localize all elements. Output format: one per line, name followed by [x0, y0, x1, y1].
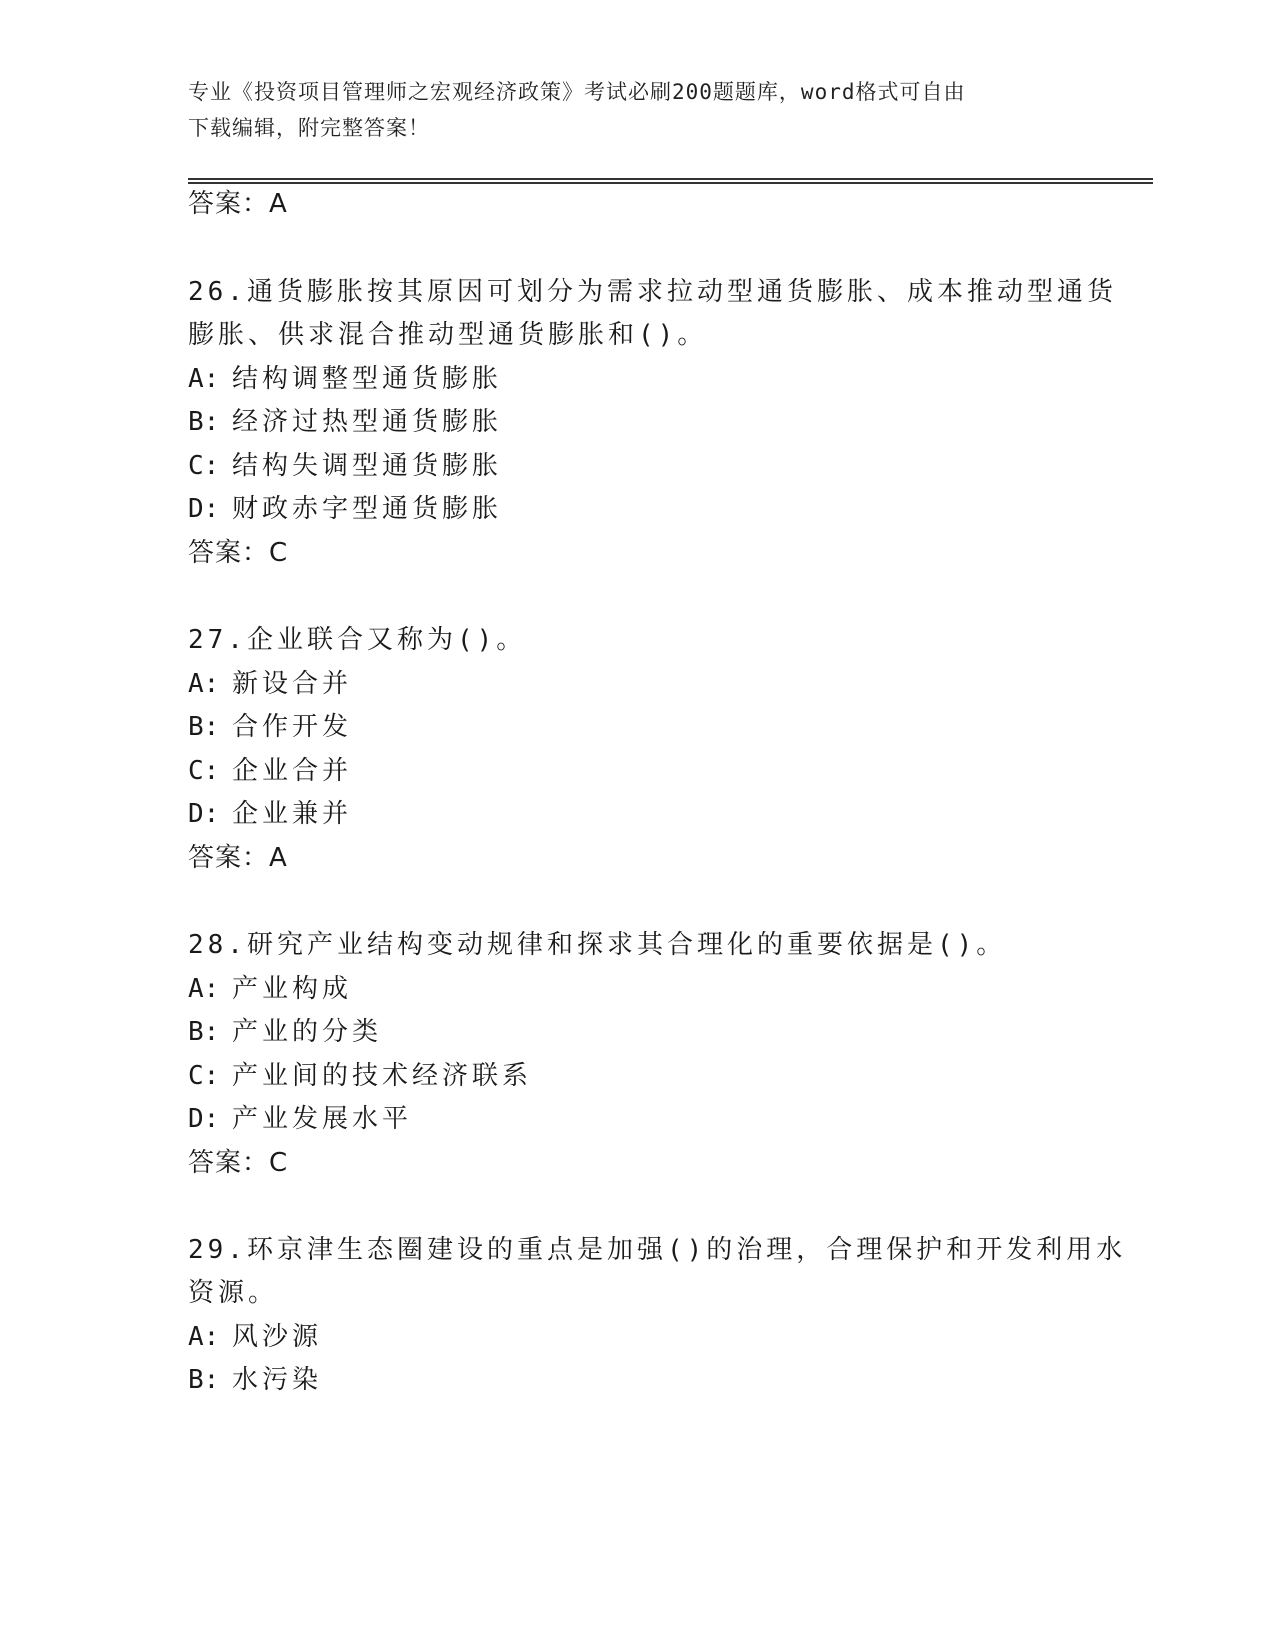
header-line-1: 专业《投资项目管理师之宏观经济政策》考试必刷200题题库，word格式可自由: [188, 80, 966, 104]
question-28-option-b: [188, 1010, 1088, 1054]
question-26-option-b: [188, 400, 1088, 444]
option-letter: D:: [188, 1104, 220, 1134]
option-text: 产业间的技术经济联系: [232, 1061, 533, 1091]
option-text: 水污染: [232, 1365, 323, 1395]
answer-line-prev: [188, 182, 1088, 226]
option-text: 企业兼并: [232, 799, 353, 829]
document-header: [188, 74, 1068, 146]
question-26-option-a: [188, 357, 1088, 401]
answer-value: C: [269, 538, 289, 568]
option-letter: A:: [188, 974, 220, 1004]
option-letter: B:: [188, 407, 220, 437]
option-letter: C:: [188, 451, 220, 481]
question-26-stem-line-2: 膨胀、供求混合推动型通货膨胀和()。: [188, 320, 708, 350]
question-27-stem-line-1: 27.企业联合又称为()。: [188, 625, 527, 655]
option-text: 经济过热型通货膨胀: [232, 407, 503, 437]
header-line-2: 下载编辑，附完整答案！: [188, 116, 430, 140]
question-26-stem-line-1: 26.通货膨胀按其原因可划分为需求拉动型通货膨胀、成本推动型通货: [188, 277, 1117, 307]
question-29-option-b: [188, 1358, 1088, 1402]
answer-value: A: [269, 843, 288, 873]
question-27-option-b: [188, 705, 1088, 749]
answer-label: 答案：: [188, 538, 270, 568]
option-text: 风沙源: [232, 1322, 323, 1352]
question-26-option-d: [188, 487, 1088, 531]
option-text: 财政赤字型通货膨胀: [232, 494, 503, 524]
option-text: 结构调整型通货膨胀: [232, 364, 503, 394]
option-letter: D:: [188, 494, 220, 524]
option-text: 企业合并: [232, 756, 353, 786]
option-text: 产业的分类: [232, 1017, 383, 1047]
answer-label: 答案：: [188, 189, 270, 219]
question-27-answer: [188, 836, 1088, 880]
question-27-option-c: [188, 749, 1088, 793]
question-27-option-d: [188, 792, 1088, 836]
question-28-option-c: [188, 1054, 1088, 1098]
question-29-option-a: [188, 1315, 1088, 1359]
option-text: 合作开发: [232, 712, 353, 742]
answer-label: 答案：: [188, 843, 270, 873]
option-text: 新设合并: [232, 669, 353, 699]
option-letter: A:: [188, 364, 220, 394]
question-28-option-d: [188, 1097, 1088, 1141]
question-28-answer: [188, 1141, 1088, 1185]
option-text: 产业构成: [232, 974, 353, 1004]
question-26-option-c: [188, 444, 1088, 488]
option-letter: D:: [188, 799, 220, 829]
option-text: 产业发展水平: [232, 1104, 413, 1134]
answer-label: 答案：: [188, 1148, 270, 1178]
option-letter: B:: [188, 712, 220, 742]
question-26-answer: [188, 531, 1088, 575]
question-27-option-a: [188, 662, 1088, 706]
answer-value: C: [269, 1148, 289, 1178]
question-29-stem-line-1: 29.环京津生态圈建设的重点是加强()的治理，合理保护和开发利用水: [188, 1235, 1127, 1265]
option-letter: C:: [188, 756, 220, 786]
option-letter: B:: [188, 1365, 220, 1395]
question-28-stem-line-1: 28.研究产业结构变动规律和探求其合理化的重要依据是()。: [188, 930, 1007, 960]
question-29-stem-line-2: 资源。: [188, 1278, 279, 1308]
option-letter: C:: [188, 1061, 220, 1091]
option-letter: A:: [188, 1322, 220, 1352]
option-letter: A:: [188, 669, 220, 699]
question-28-option-a: [188, 967, 1088, 1011]
header-divider-top: [188, 178, 1153, 180]
option-text: 结构失调型通货膨胀: [232, 451, 503, 481]
answer-value: A: [269, 189, 288, 219]
option-letter: B:: [188, 1017, 220, 1047]
